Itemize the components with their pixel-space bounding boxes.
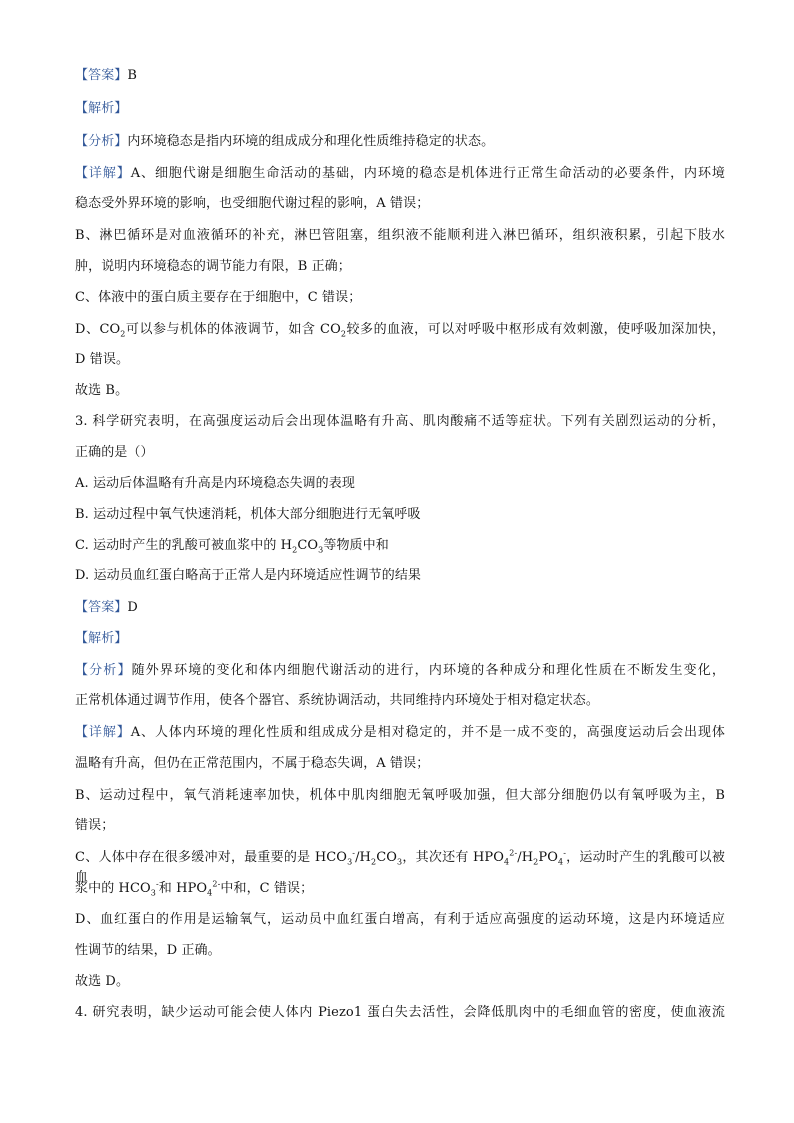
answer-tag: 【答案】	[75, 68, 128, 83]
question-stem: 3. 科学研究表明，在高强度运动后会出现体温略有升高、肌肉酸痛不适等症状。下列有关剧烈运动的分析，	[75, 414, 725, 429]
answer-value: B	[127, 68, 138, 83]
option-text: CO	[297, 538, 319, 553]
detail-text: 稳态受外界环境的影响，也受细胞代谢过程的影响，A 错误；	[75, 196, 430, 211]
q3-answer-line	[75, 598, 725, 618]
detail-text: D、血红蛋白的作用是运输氧气，运动员中血红蛋白增高，有利于适应高强度的运动环境，这是内环境适应	[75, 912, 725, 927]
superscript: -	[155, 879, 159, 889]
detail-text: 较多的血液，可以对呼吸中枢形成有效刺激，使呼吸加深加快，	[346, 322, 725, 337]
detail-text: /H	[355, 850, 371, 865]
q3-xiangjie-line2	[75, 754, 725, 774]
superscript: 2-	[509, 848, 518, 858]
superscript: 2-	[212, 879, 221, 889]
detail-text: 温略有升高，但仍在正常范围内，不属于稳态失调，A 错误；	[75, 756, 430, 771]
q3-option-c	[75, 536, 725, 556]
subscript: 4	[504, 857, 510, 867]
detail-text: D 错误。	[75, 352, 130, 367]
subscript: 2	[340, 329, 347, 339]
xiangjie-tag: 【详解】	[75, 725, 131, 740]
q3-b-line2	[75, 816, 725, 836]
q2-b-line2	[75, 257, 725, 277]
q3-fenxi-line2	[75, 691, 725, 711]
question-stem: 正确的是（）	[75, 445, 154, 460]
fenxi-tag: 【分析】	[75, 134, 128, 149]
detail-text: 性调节的结果，D 正确。	[75, 943, 221, 958]
detail-text: C、体液中的蛋白质主要存在于细胞中，C 错误；	[75, 290, 362, 305]
answer-tag: 【答案】	[75, 600, 128, 615]
q2-d-line2	[75, 350, 725, 370]
q2-b-line1	[75, 226, 725, 246]
detail-text: D、CO	[75, 322, 121, 337]
subscript: 3	[318, 545, 324, 555]
q3-xiangjie-line1	[75, 723, 725, 743]
detail-text: A、人体内环境的理化性质和组成成分是相对稳定的，并不是一成不变的，高强度运动后会出现体	[130, 725, 725, 740]
subscript: 3	[150, 888, 156, 898]
q2-xiangjie-line1	[75, 164, 725, 184]
q2-c-line	[75, 288, 725, 308]
question-stem: 4. 研究表明，缺少运动可能会使人体内 Piezo1 蛋白失去活性，会降低肌肉中的毛细血管的密度，使血液流	[75, 1005, 725, 1020]
fenxi-text: 随外界环境的变化和体内细胞代谢活动的进行，内环境的各种成分和理化性质在不断发生变化，	[131, 663, 725, 678]
xiangjie-tag: 【详解】	[75, 166, 131, 181]
q3-d-line1	[75, 910, 725, 930]
detail-text: 中和，C 错误；	[220, 881, 314, 896]
detail-text: ，其次还有 HPO	[402, 850, 505, 865]
detail-text: 肿，说明内环境稳态的调节能力有限，B 正确；	[75, 259, 351, 274]
q2-fenxi-line	[75, 132, 725, 152]
subscript: 2	[120, 329, 126, 339]
analysis-tag: 【解析】	[75, 631, 128, 646]
fenxi-text: 正常机体通过调节作用，使各个器官、系统协调活动，共同维持内环境处于相对稳定状态。	[75, 693, 600, 708]
q2-answer-line	[75, 66, 725, 86]
subscript: 4	[207, 888, 213, 898]
detail-text: CO	[376, 850, 398, 865]
q3-stem-line1	[75, 412, 725, 432]
superscript: -	[352, 848, 356, 858]
detail-text: 浆中的 HCO	[75, 881, 151, 896]
subscript: 2	[371, 857, 377, 867]
option-text: C. 运动时产生的乳酸可被血浆中的 H	[75, 538, 293, 553]
option-text: 等物质中和	[323, 538, 389, 553]
detail-text: PO	[538, 850, 558, 865]
subscript: 4	[557, 857, 564, 867]
detail-text: C、人体中存在很多缓冲对，最重要的是 HCO	[75, 850, 348, 865]
q2-xiangjie-line2	[75, 194, 725, 214]
answer-value: D	[127, 600, 138, 615]
q4-stem-line1	[75, 1003, 725, 1023]
q3-option-b	[75, 505, 725, 525]
option-text: B. 运动过程中氧气快速消耗，机体大部分细胞进行无氧呼吸	[75, 507, 421, 522]
detail-text: 可以参与机体的体液调节，如含 CO	[125, 322, 341, 337]
detail-text: ，运动时产生的乳酸可以被血	[75, 850, 725, 885]
detail-text: 和 HPO	[158, 881, 208, 896]
option-text: A. 运动后体温略有升高是内环境稳态失调的表现	[75, 476, 355, 491]
fenxi-text: 内环境稳态是指内环境的组成成分和理化性质维持稳定的状态。	[127, 134, 495, 149]
option-text: D. 运动员血红蛋白略高于正常人是内环境适应性调节的结果	[75, 568, 422, 583]
detail-text: 错误；	[75, 818, 115, 833]
subscript: 2	[533, 857, 539, 867]
superscript: -	[563, 848, 566, 858]
subscript: 3	[397, 857, 403, 867]
fenxi-tag: 【分析】	[75, 663, 132, 678]
q3-stem-line2	[75, 443, 725, 463]
conclusion-text: 故选 B。	[75, 383, 129, 398]
detail-text: B、运动过程中，氧气消耗速率加快，机体中肌肉细胞无氧呼吸加强，但大部分细胞仍以有氧呼吸为主，B	[75, 788, 725, 803]
q2-d-line1	[75, 320, 725, 340]
analysis-tag: 【解析】	[75, 101, 128, 116]
detail-text: A、细胞代谢是细胞生命活动的基础，内环境的稳态是机体进行正常生命活动的必要条件，内环境	[130, 166, 725, 181]
subscript: 3	[347, 857, 353, 867]
q2-conclusion	[75, 381, 725, 401]
q3-analysis-heading	[75, 629, 725, 649]
detail-text: B、淋巴循环是对血液循环的补充，淋巴管阻塞，组织液不能顺利进入淋巴循环，组织液积累，引起下肢水	[75, 228, 725, 243]
q3-option-a	[75, 474, 725, 494]
subscript: 2	[292, 545, 298, 555]
q3-d-line2	[75, 941, 725, 961]
detail-text: /H	[517, 850, 534, 865]
q3-b-line1	[75, 786, 725, 806]
q3-conclusion	[75, 972, 725, 992]
q3-option-d	[75, 566, 725, 586]
q2-analysis-heading	[75, 99, 725, 119]
q3-fenxi-line1	[75, 661, 725, 681]
q3-c-line2	[75, 879, 725, 899]
conclusion-text: 故选 D。	[75, 974, 130, 989]
